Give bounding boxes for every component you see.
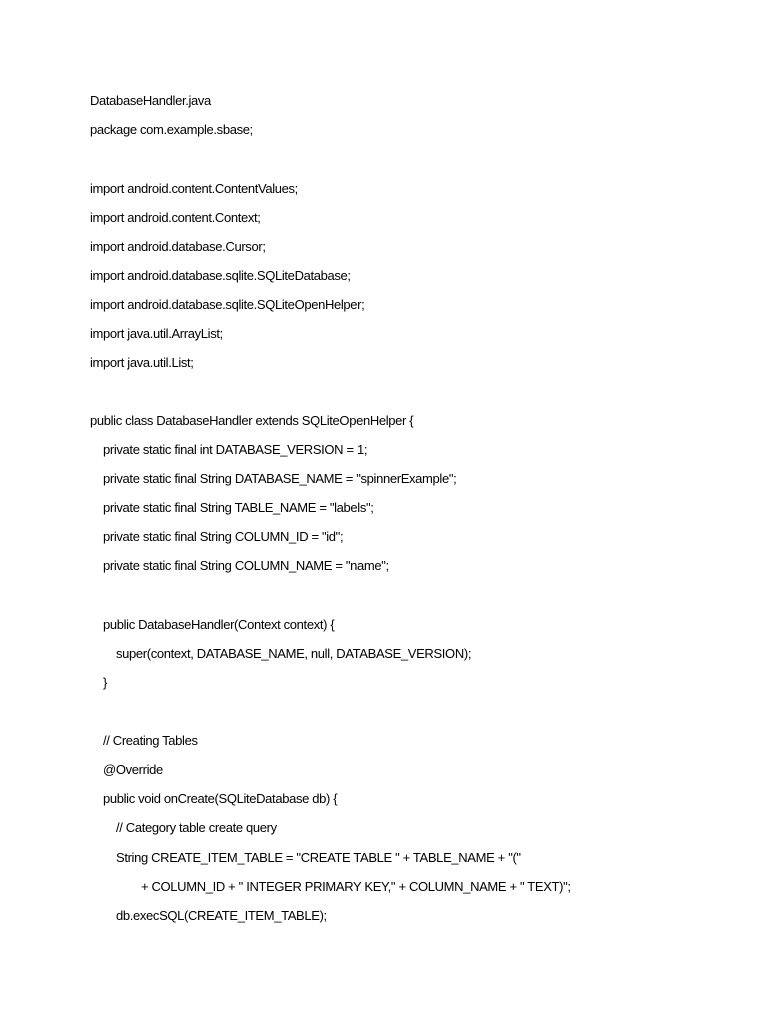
code-line: private static final String DATABASE_NAME = "spinnerExample";	[103, 471, 457, 486]
code-line: public void onCreate(SQLiteDatabase db) {	[103, 791, 338, 806]
code-line: String CREATE_ITEM_TABLE = "CREATE TABLE " + TABLE_NAME + "("	[116, 850, 521, 865]
code-line: @Override	[103, 762, 163, 777]
code-line: import android.database.sqlite.SQLiteOpenHelper;	[90, 297, 365, 312]
code-line: private static final String COLUMN_NAME = "name";	[103, 558, 389, 573]
code-line: import java.util.List;	[90, 355, 194, 370]
code-line: private static final int DATABASE_VERSION = 1;	[103, 442, 368, 457]
code-comment: // Category table create query	[116, 820, 277, 835]
code-line: import android.database.Cursor;	[90, 239, 266, 254]
code-line: public DatabaseHandler(Context context) {	[103, 617, 335, 632]
code-line: import android.content.Context;	[90, 210, 261, 225]
code-line: private static final String COLUMN_ID = "id";	[103, 529, 344, 544]
code-comment: // Creating Tables	[103, 733, 198, 748]
code-line: import android.database.sqlite.SQLiteDatabase;	[90, 268, 351, 283]
code-line: }	[103, 675, 107, 690]
code-line: import android.content.ContentValues;	[90, 181, 298, 196]
code-line: db.execSQL(CREATE_ITEM_TABLE);	[116, 908, 327, 923]
code-line: import java.util.ArrayList;	[90, 326, 223, 341]
file-title: DatabaseHandler.java	[90, 93, 211, 108]
code-line: super(context, DATABASE_NAME, null, DATABASE_VERSION);	[116, 646, 472, 661]
code-line: public class DatabaseHandler extends SQLiteOpenHelper {	[90, 413, 414, 428]
code-line: + COLUMN_ID + " INTEGER PRIMARY KEY," + COLUMN_NAME + " TEXT)";	[141, 879, 571, 894]
code-line: private static final String TABLE_NAME = "labels";	[103, 500, 374, 515]
code-line: package com.example.sbase;	[90, 122, 253, 137]
